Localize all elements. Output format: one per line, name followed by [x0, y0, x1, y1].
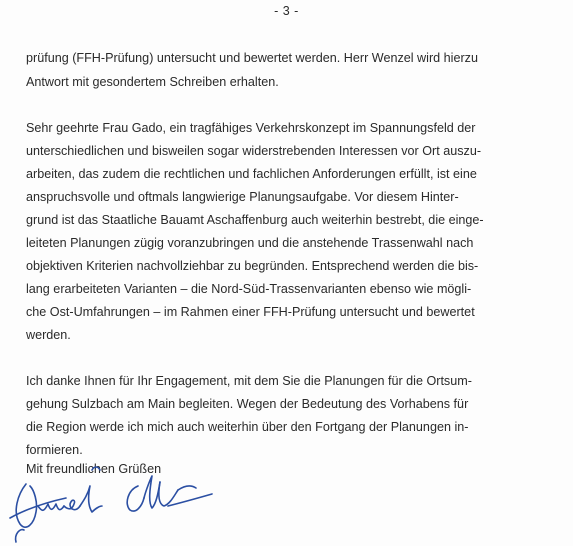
paragraph-3-line-3: die Region werde ich mich auch weiterhin über den Fortgang der Planungen in- — [26, 420, 469, 434]
paragraph-2-line-3: arbeiten, das zudem die rechtlichen und fachlichen Anforderungen erfüllt, ist eine — [26, 167, 477, 181]
paragraph-2-line-4: anspruchsvolle und oftmals langwierige Planungsaufgabe. Vor diesem Hinter- — [26, 190, 459, 204]
paragraph-2-line-5: grund ist das Staatliche Bauamt Aschaffenburg auch weiterhin bestrebt, die einge- — [26, 213, 484, 227]
closing-greeting: Mit freundlichen Grüßen — [26, 462, 162, 476]
paragraph-2-line-6: leiteten Planungen zügig voranzubringen und die anstehende Trassenwahl nach — [26, 236, 474, 250]
paragraph-2-line-1: Sehr geehrte Frau Gado, ein tragfähiges Verkehrskonzept im Spannungsfeld der — [26, 121, 476, 135]
paragraph-2-line-9: che Ost-Umfahrungen – im Rahmen einer FFH-Prüfung untersucht und bewertet — [26, 305, 475, 319]
paragraph-3-line-4: formieren. — [26, 443, 83, 457]
paragraph-2-line-10: werden. — [26, 328, 71, 342]
paragraph-1-line-1: prüfung (FFH-Prüfung) untersucht und bewertet werden. Herr Wenzel wird hierzu — [26, 51, 478, 65]
paragraph-3-line-1: Ich danke Ihnen für Ihr Engagement, mit dem Sie die Planungen für die Ortsum- — [26, 374, 472, 388]
paragraph-2-line-8: lang erarbeiteten Varianten – die Nord-Süd-Trassenvarianten ebenso wie mögli- — [26, 282, 472, 296]
paragraph-3-line-2: gehung Sulzbach am Main begleiten. Wegen der Bedeutung des Vorhabens für — [26, 397, 469, 411]
page-number: - 3 - — [274, 4, 299, 18]
handwritten-signature — [8, 450, 218, 546]
paragraph-2-line-7: objektiven Kriterien nachvollziehbar zu begründen. Entsprechend werden die bis- — [26, 259, 479, 273]
paragraph-1-line-2: Antwort mit gesondertem Schreiben erhalten. — [26, 75, 279, 89]
paragraph-2-line-2: unterschiedlichen und bisweilen sogar widerstrebenden Interessen vor Ort auszu- — [26, 144, 482, 158]
